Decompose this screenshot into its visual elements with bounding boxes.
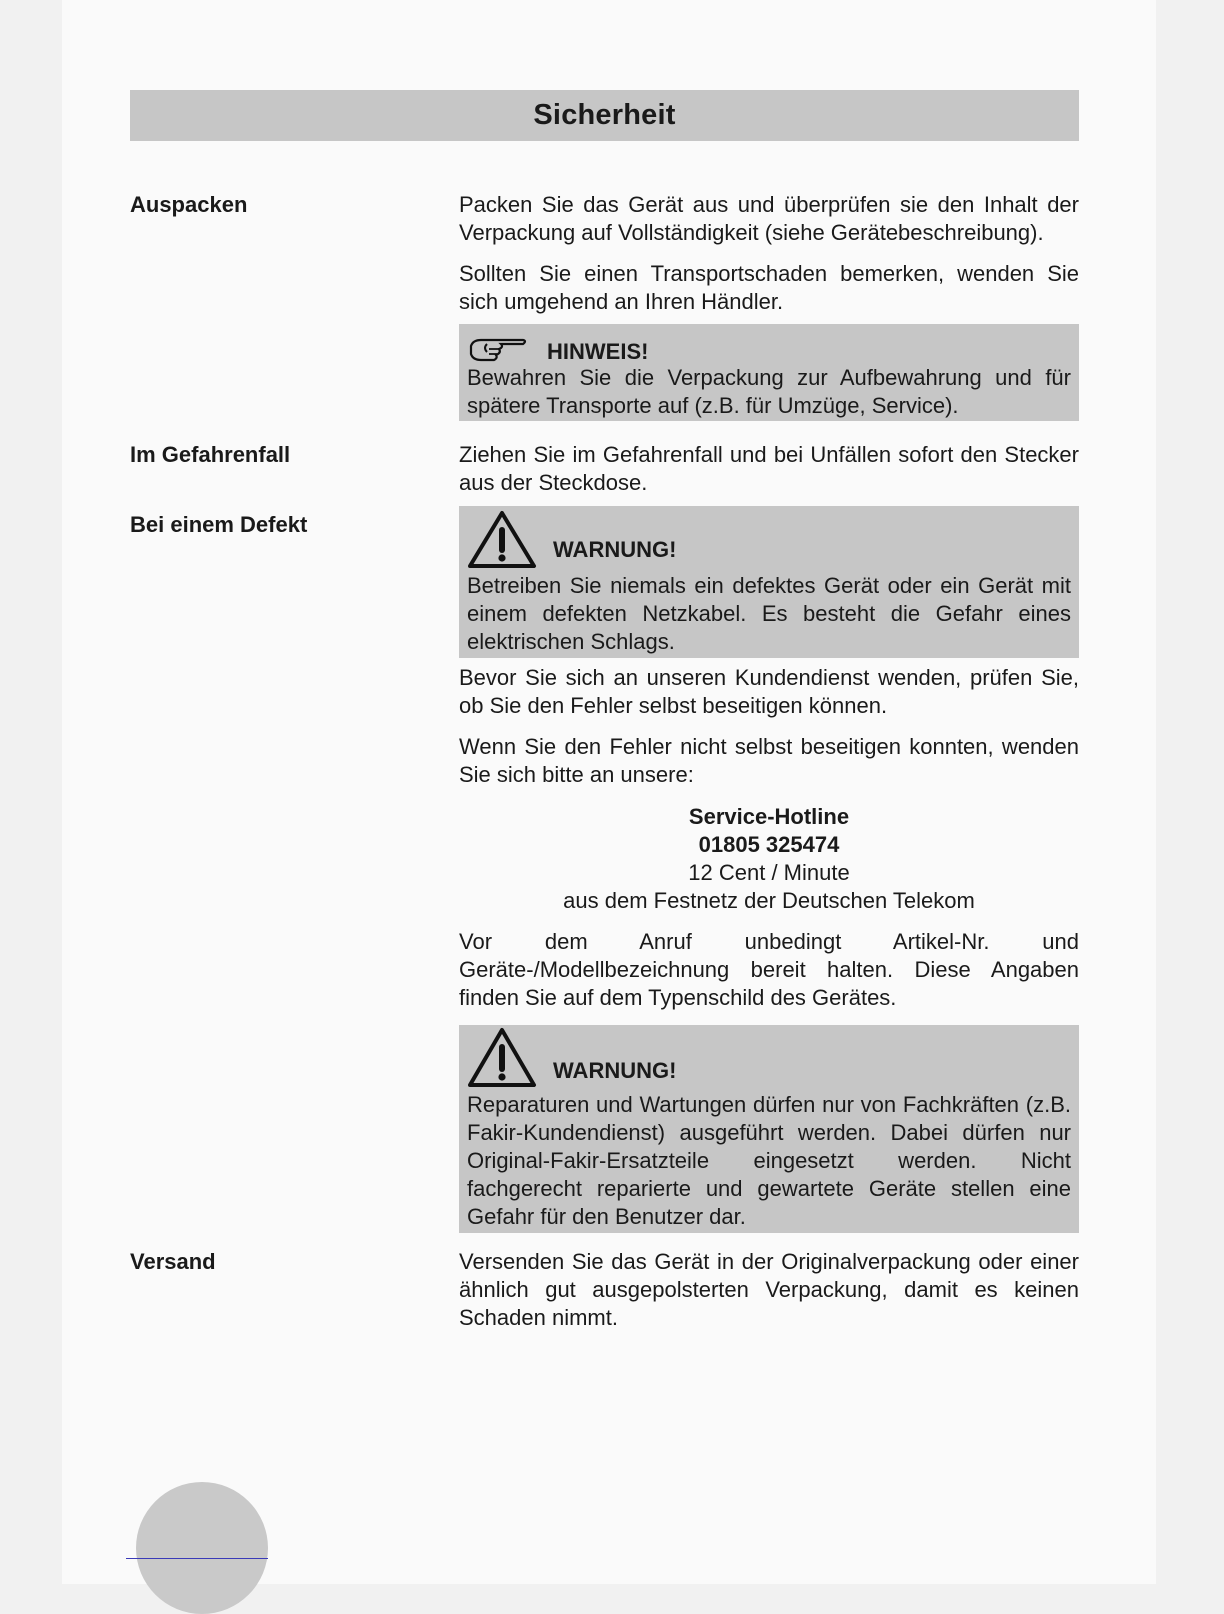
warning-box [459, 1025, 1079, 1233]
warning-header [467, 1025, 1071, 1087]
section-label-gefahrenfall: Im Gefahrenfall [130, 442, 291, 467]
hint-header [467, 330, 1071, 366]
warning-triangle-icon [467, 510, 537, 568]
pointing-hand-icon [467, 334, 531, 366]
warning-triangle-icon [467, 1027, 537, 1087]
section-defekt-body-2 [459, 928, 1079, 1012]
hotline-number: 01805 325474 [698, 832, 840, 857]
warning-box [459, 506, 1079, 658]
hint-heading: HINWEIS! [547, 339, 649, 364]
warning-heading: WARNUNG! [553, 1058, 677, 1083]
paragraph: Bevor Sie sich an unseren Kundendienst wenden, prüfen Sie, ob Sie den Fehler selbst beseitigen können. [459, 665, 1079, 718]
hotline-name: Service-Hotline [688, 804, 850, 829]
paragraph: Packen Sie das Gerät aus und überprüfen sie den Inhalt der Verpackung auf Vollständigkeit (siehe Gerätebeschreibung). [459, 192, 1079, 245]
footer-rule [126, 1558, 268, 1559]
hint-text: Bewahren Sie die Verpackung zur Aufbewahrung und für spätere Transporte auf (z.B. für Umzüge, Service). [467, 365, 1071, 418]
paragraph: Ziehen Sie im Gefahrenfall und bei Unfällen sofort den Stecker aus der Steckdose. [459, 442, 1079, 495]
warning-text: Betreiben Sie niemals ein defektes Gerät oder ein Gerät mit einem defekten Netzkabel. Es besteht die Gefahr eines elektrischen Schlags. [467, 573, 1071, 654]
warning-header [467, 508, 1071, 568]
warning-heading: WARNUNG! [553, 537, 677, 562]
service-hotline-block [459, 803, 1079, 915]
section-defekt-body [459, 664, 1079, 789]
paragraph: Sollten Sie einen Transportschaden bemerken, wenden Sie sich umgehend an Ihren Händler. [459, 261, 1079, 314]
paragraph: Vor dem Anruf unbedingt Artikel-Nr. und Geräte-/Modellbezeichnung bereit halten. Diese Angaben finden Sie auf dem Typenschild des Gerätes. [459, 929, 1079, 1010]
hotline-price: 12 Cent / Minute [688, 860, 850, 885]
paragraph: Wenn Sie den Fehler nicht selbst beseitigen konnten, wenden Sie sich bitte an unsere: [459, 734, 1079, 787]
paragraph: Versenden Sie das Gerät in der Originalverpackung oder einer ähnlich gut ausgepolsterten Verpackung, damit es keinen Schaden nimmt. [459, 1249, 1079, 1330]
page-title: Sicherheit [130, 90, 1079, 141]
section-auspacken-body [459, 191, 1079, 316]
section-label-defekt: Bei einem Defekt [130, 512, 308, 537]
page-number-marker [136, 1482, 268, 1614]
section-label-auspacken: Auspacken [130, 192, 248, 217]
section-label-versand: Versand [130, 1249, 216, 1274]
hint-box [459, 324, 1079, 421]
hotline-network: aus dem Festnetz der Deutschen Telekom [563, 888, 975, 913]
section-gefahrenfall-body [459, 441, 1079, 497]
section-versand-body [459, 1248, 1079, 1332]
warning-text: Reparaturen und Wartungen dürfen nur von Fachkräften (z.B. Fakir-Kundendienst) ausgeführt werden. Dabei dürfen nur Original-Fakir-Ersatzteile eingesetzt werden. Nicht fachgerecht reparierte und gewartete Geräte stellen eine Gefahr für den Benutzer dar. [467, 1092, 1071, 1229]
